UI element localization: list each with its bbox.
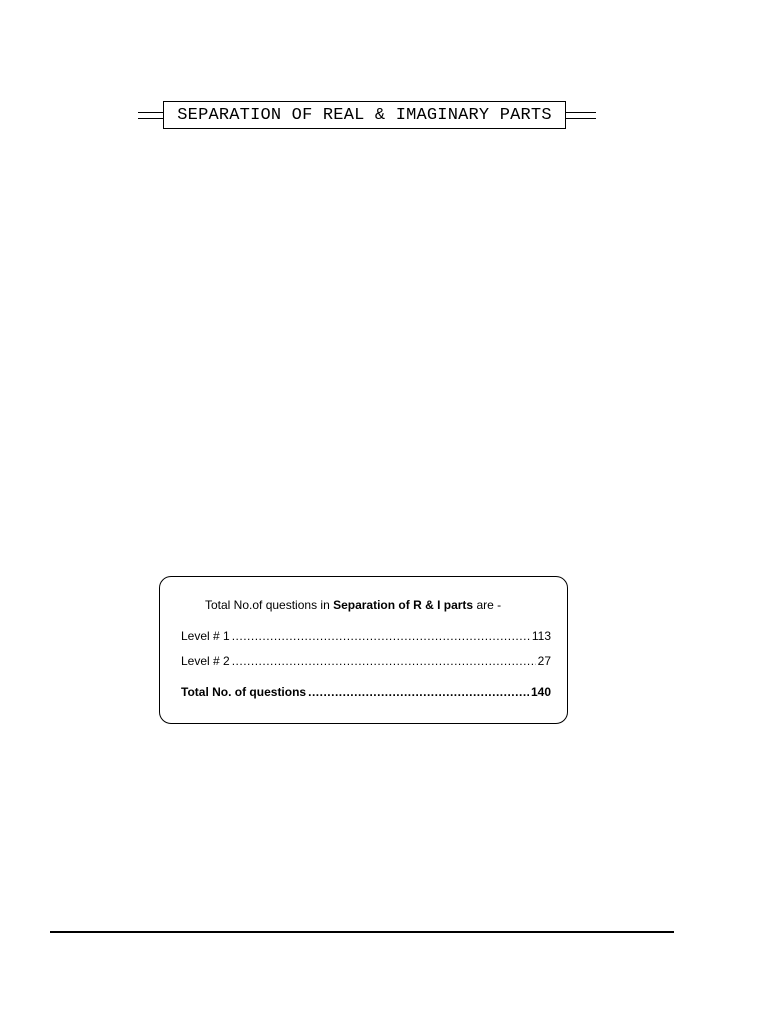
heading-double-rule-left	[138, 112, 164, 119]
total-label: Total No. of questions	[181, 685, 307, 699]
level-1-label: Level # 1	[181, 629, 230, 643]
summary-intro	[205, 598, 501, 612]
summary-intro-topic: Separation of R & I parts	[333, 598, 474, 612]
footer-rule	[50, 931, 674, 933]
heading-double-rule-right	[566, 112, 596, 119]
dot-leader	[308, 685, 529, 699]
chapter-heading	[138, 101, 596, 131]
dot-leader	[232, 654, 536, 668]
summary-intro-prefix: Total No.of questions in	[205, 598, 334, 612]
level-2-label: Level # 2	[181, 654, 230, 668]
summary-intro-suffix: are -	[473, 598, 502, 612]
total-count: 140	[530, 685, 551, 699]
level-1-count: 113	[531, 629, 551, 643]
level-2-row	[181, 654, 551, 668]
level-2-count: 27	[537, 654, 551, 668]
chapter-title: SEPARATION OF REAL & IMAGINARY PARTS	[163, 101, 566, 129]
dot-leader	[232, 629, 530, 643]
question-summary-box	[159, 576, 568, 724]
total-row	[181, 685, 551, 699]
level-1-row	[181, 629, 551, 643]
